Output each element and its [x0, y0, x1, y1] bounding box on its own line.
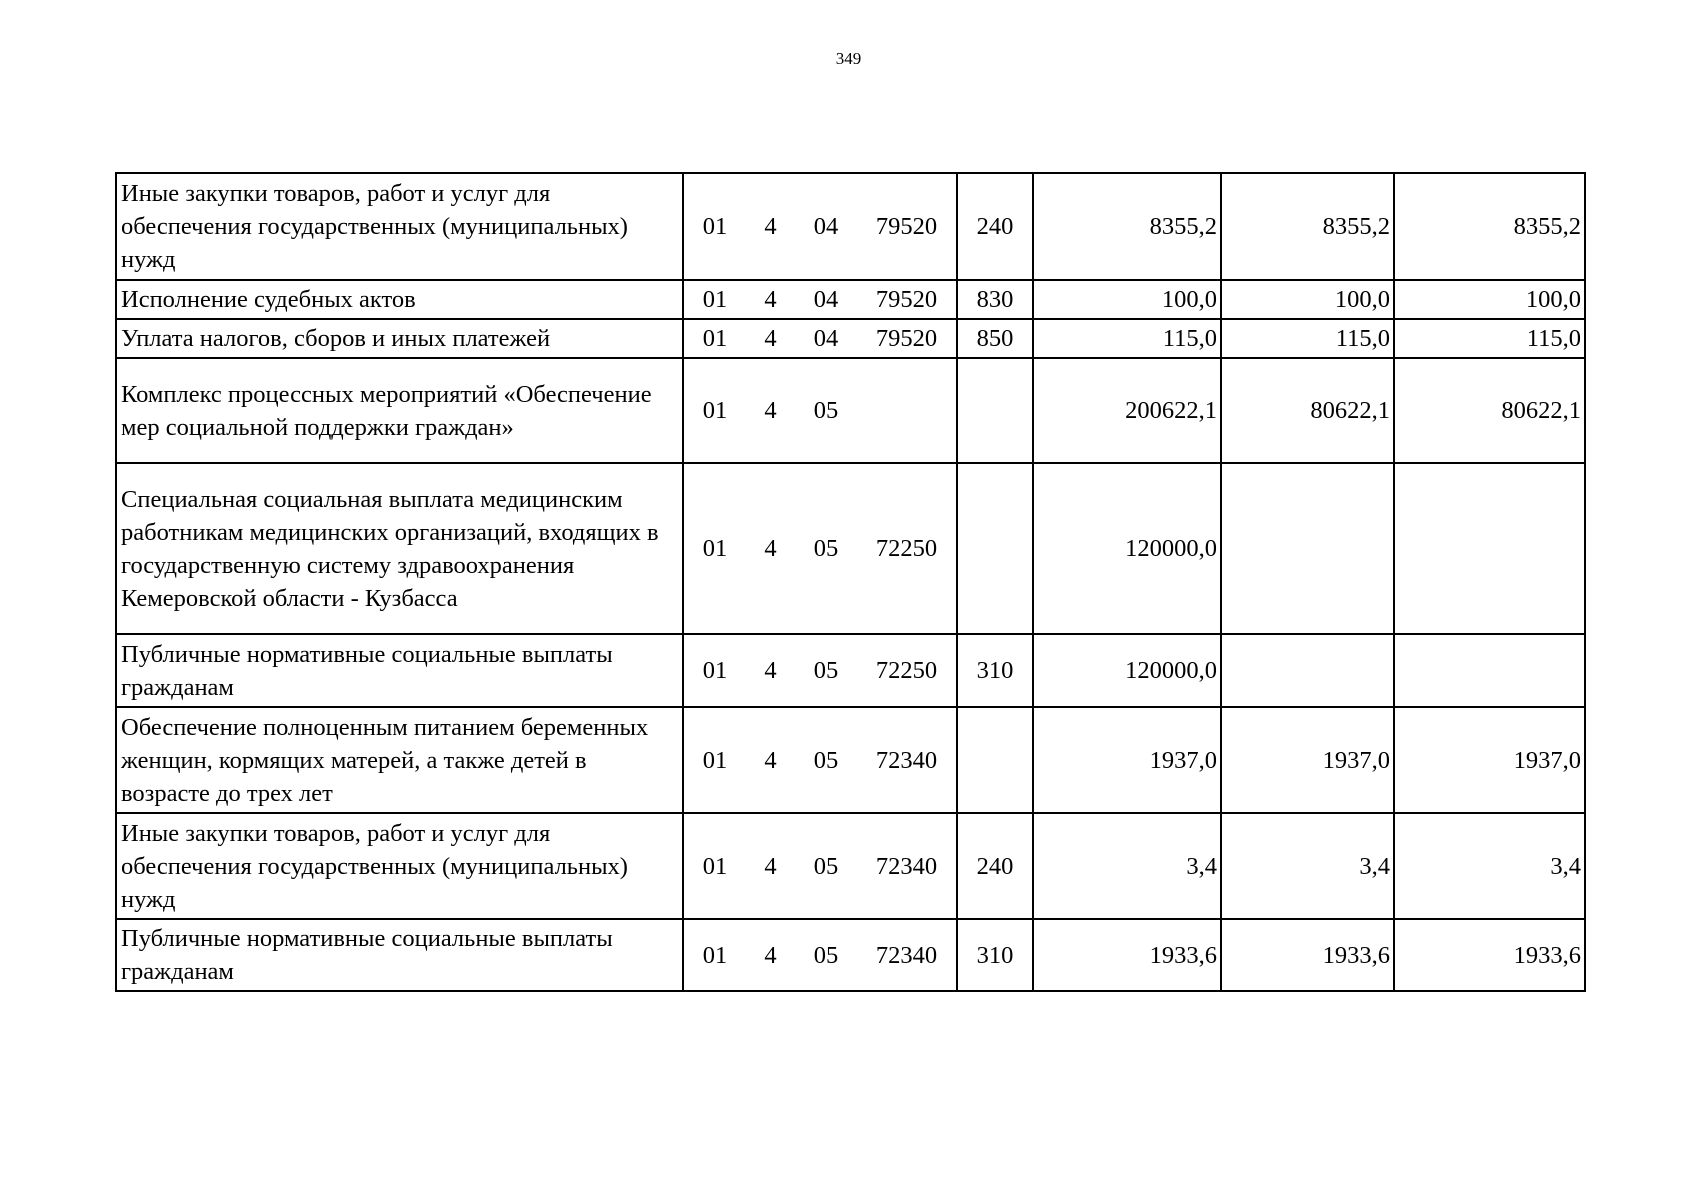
code-1: 01 [683, 319, 746, 358]
row-name: Обеспечение полноценным питанием беременных женщин, кормящих матерей, а также детей в возрасте до трех лет [116, 707, 683, 813]
amount-3 [1394, 634, 1585, 707]
amount-1: 1937,0 [1033, 707, 1221, 813]
table-row [116, 463, 1585, 634]
amount-2: 80622,1 [1221, 358, 1394, 463]
code-1: 01 [683, 707, 746, 813]
amount-2: 3,4 [1221, 813, 1394, 919]
table-row [116, 173, 1585, 280]
amount-3: 3,4 [1394, 813, 1585, 919]
table-row [116, 280, 1585, 319]
amount-3: 100,0 [1394, 280, 1585, 319]
code-1: 01 [683, 919, 746, 991]
row-name: Иные закупки товаров, работ и услуг для обеспечения государственных (муниципальных) нужд [116, 173, 683, 280]
code-2: 4 [746, 173, 795, 280]
code-2: 4 [746, 919, 795, 991]
code-4: 79520 [857, 280, 957, 319]
table-row [116, 358, 1585, 463]
code-3: 04 [795, 319, 857, 358]
code-1: 01 [683, 463, 746, 634]
code-4: 72250 [857, 463, 957, 634]
code-3: 05 [795, 707, 857, 813]
row-name: Уплата налогов, сборов и иных платежей [116, 319, 683, 358]
amount-3: 8355,2 [1394, 173, 1585, 280]
amount-3: 115,0 [1394, 319, 1585, 358]
code-4: 79520 [857, 173, 957, 280]
amount-3: 1933,6 [1394, 919, 1585, 991]
amount-2: 100,0 [1221, 280, 1394, 319]
amount-2: 115,0 [1221, 319, 1394, 358]
code-3: 05 [795, 634, 857, 707]
code-4: 72250 [857, 634, 957, 707]
expense-type [957, 358, 1033, 463]
code-4 [857, 358, 957, 463]
expense-type: 240 [957, 173, 1033, 280]
row-name: Исполнение судебных актов [116, 280, 683, 319]
amount-2 [1221, 634, 1394, 707]
row-name: Публичные нормативные социальные выплаты гражданам [116, 919, 683, 991]
budget-table [115, 172, 1586, 992]
expense-type: 240 [957, 813, 1033, 919]
code-3: 05 [795, 463, 857, 634]
row-name: Публичные нормативные социальные выплаты гражданам [116, 634, 683, 707]
code-2: 4 [746, 319, 795, 358]
table-row [116, 813, 1585, 919]
expense-type: 830 [957, 280, 1033, 319]
code-4: 72340 [857, 919, 957, 991]
amount-2: 1933,6 [1221, 919, 1394, 991]
code-2: 4 [746, 463, 795, 634]
expense-type: 310 [957, 919, 1033, 991]
amount-1: 200622,1 [1033, 358, 1221, 463]
expense-type [957, 463, 1033, 634]
expense-type: 310 [957, 634, 1033, 707]
code-4: 72340 [857, 707, 957, 813]
code-1: 01 [683, 280, 746, 319]
row-name: Иные закупки товаров, работ и услуг для обеспечения государственных (муниципальных) нужд [116, 813, 683, 919]
table-row [116, 919, 1585, 991]
code-2: 4 [746, 358, 795, 463]
code-2: 4 [746, 813, 795, 919]
amount-1: 115,0 [1033, 319, 1221, 358]
code-4: 72340 [857, 813, 957, 919]
amount-2: 1937,0 [1221, 707, 1394, 813]
code-1: 01 [683, 634, 746, 707]
amount-1: 1933,6 [1033, 919, 1221, 991]
row-name: Комплекс процессных мероприятий «Обеспечение мер социальной поддержки граждан» [116, 358, 683, 463]
code-2: 4 [746, 707, 795, 813]
table-row [116, 634, 1585, 707]
amount-2 [1221, 463, 1394, 634]
expense-type [957, 707, 1033, 813]
page-number: 349 [835, 49, 862, 68]
amount-2: 8355,2 [1221, 173, 1394, 280]
amount-3 [1394, 463, 1585, 634]
code-1: 01 [683, 173, 746, 280]
amount-1: 3,4 [1033, 813, 1221, 919]
amount-1: 8355,2 [1033, 173, 1221, 280]
amount-1: 120000,0 [1033, 463, 1221, 634]
amount-3: 80622,1 [1394, 358, 1585, 463]
amount-3: 1937,0 [1394, 707, 1585, 813]
amount-1: 120000,0 [1033, 634, 1221, 707]
amount-1: 100,0 [1033, 280, 1221, 319]
code-2: 4 [746, 634, 795, 707]
code-3: 05 [795, 813, 857, 919]
code-1: 01 [683, 813, 746, 919]
code-3: 04 [795, 280, 857, 319]
code-1: 01 [683, 358, 746, 463]
code-4: 79520 [857, 319, 957, 358]
expense-type: 850 [957, 319, 1033, 358]
table-row [116, 707, 1585, 813]
code-3: 05 [795, 358, 857, 463]
code-2: 4 [746, 280, 795, 319]
code-3: 05 [795, 919, 857, 991]
table-row [116, 319, 1585, 358]
row-name: Специальная социальная выплата медицинским работникам медицинских организаций, входящих в государственную систему здравоохранения Кемеровской области - Кузбасса [116, 463, 683, 634]
code-3: 04 [795, 173, 857, 280]
